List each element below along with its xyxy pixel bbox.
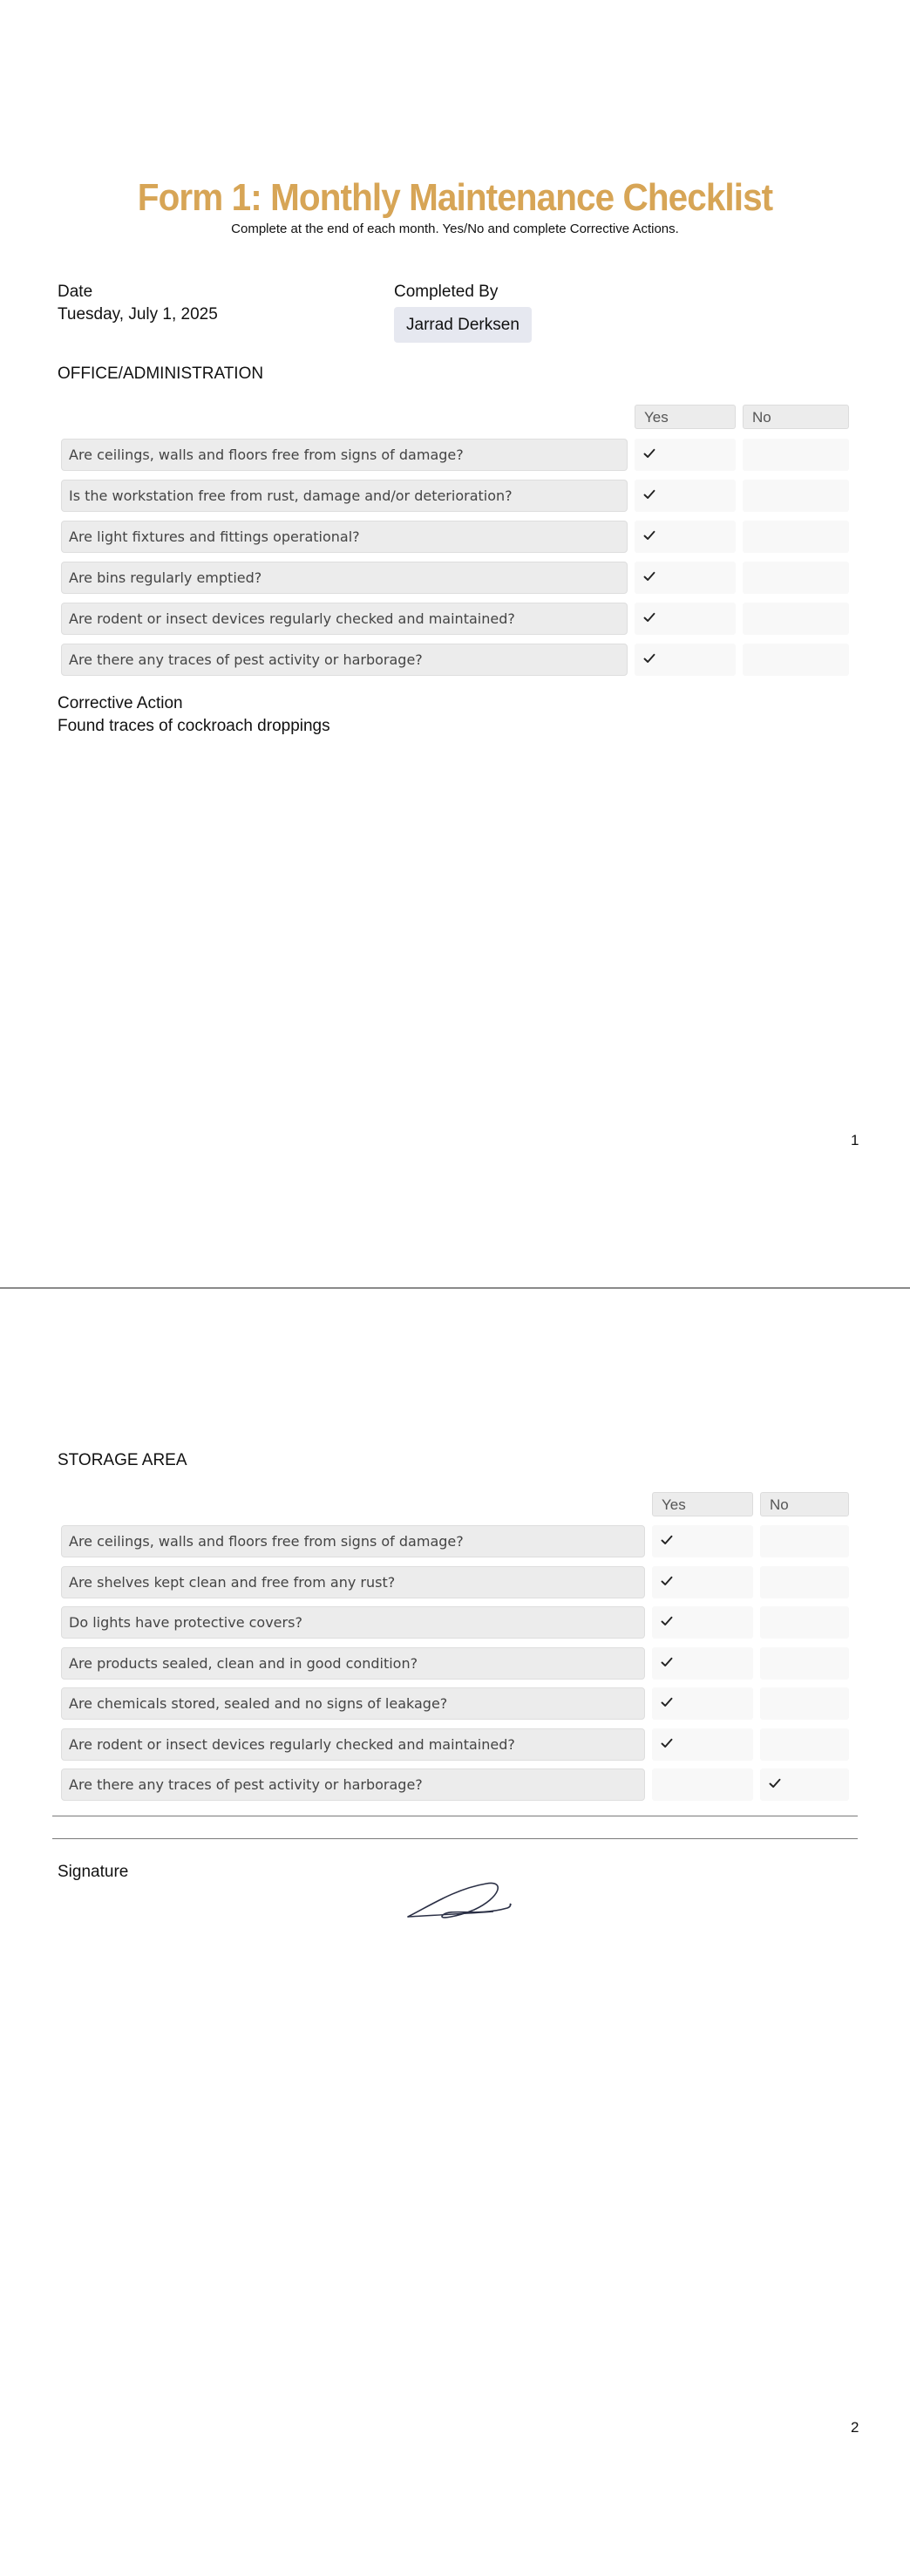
corrective-action-value[interactable]: Found traces of cockroach droppings	[58, 717, 330, 735]
signature-label: Signature	[58, 1863, 129, 1881]
page-2	[0, 1289, 910, 2576]
check-icon	[643, 570, 655, 583]
checklist-question: Are bins regularly emptied?	[61, 562, 628, 594]
answer-no-cell[interactable]	[760, 1687, 849, 1720]
check-icon	[661, 1534, 673, 1546]
column-header-yes: Yes	[635, 405, 736, 429]
check-icon	[661, 1615, 673, 1627]
page-number: 2	[851, 2419, 859, 2436]
checklist-question: Are ceilings, walls and floors free from signs of damage?	[61, 1525, 645, 1557]
answer-no-cell[interactable]	[743, 562, 849, 594]
answer-yes-cell[interactable]	[652, 1768, 753, 1801]
corrective-action-label: Corrective Action	[58, 694, 183, 712]
answer-no-cell[interactable]	[760, 1606, 849, 1639]
checklist-question: Are there any traces of pest activity or harborage?	[61, 644, 628, 676]
check-icon	[769, 1777, 781, 1789]
form-title: Form 1: Monthly Maintenance Checklist	[137, 176, 773, 219]
section-heading-office: OFFICE/ADMINISTRATION	[58, 365, 264, 383]
answer-no-cell[interactable]	[760, 1647, 849, 1680]
check-icon	[643, 652, 655, 664]
answer-no-cell[interactable]	[743, 521, 849, 553]
check-icon	[661, 1696, 673, 1708]
check-icon	[661, 1656, 673, 1668]
signature-drawing[interactable]	[403, 1878, 516, 1922]
check-icon	[643, 611, 655, 624]
date-label: Date	[58, 283, 93, 301]
answer-no-cell[interactable]	[743, 644, 849, 676]
answer-no-cell[interactable]	[743, 439, 849, 471]
page-1	[0, 0, 910, 1287]
check-icon	[643, 488, 655, 501]
check-icon	[643, 447, 655, 460]
checklist-question: Are shelves kept clean and free from any rust?	[61, 1566, 645, 1598]
checklist-question: Are light fixtures and fittings operational?	[61, 521, 628, 553]
answer-no-cell[interactable]	[760, 1728, 849, 1761]
column-header-no: No	[760, 1492, 849, 1516]
answer-no-cell[interactable]	[760, 1566, 849, 1598]
answer-no-cell[interactable]	[760, 1525, 849, 1557]
check-icon	[643, 529, 655, 542]
check-icon	[661, 1737, 673, 1749]
checklist-question: Are chemicals stored, sealed and no signs of leakage?	[61, 1687, 645, 1720]
answer-no-cell[interactable]	[743, 480, 849, 512]
answer-no-cell[interactable]	[743, 603, 849, 635]
form-subtitle: Complete at the end of each month. Yes/No and complete Corrective Actions.	[231, 221, 679, 236]
divider-line	[52, 1838, 858, 1839]
checklist-question: Are there any traces of pest activity or harborage?	[61, 1768, 645, 1801]
page-number: 1	[851, 1132, 859, 1148]
date-value[interactable]: Tuesday, July 1, 2025	[58, 305, 218, 324]
column-header-yes: Yes	[652, 1492, 753, 1516]
checklist-question: Do lights have protective covers?	[61, 1606, 645, 1639]
checklist-question: Are rodent or insect devices regularly checked and maintained?	[61, 603, 628, 635]
check-icon	[661, 1575, 673, 1587]
section-heading-storage: STORAGE AREA	[58, 1451, 187, 1469]
column-header-no: No	[743, 405, 849, 429]
completed-by-field[interactable]: Jarrad Derksen	[394, 307, 532, 343]
checklist-question: Are ceilings, walls and floors free from signs of damage?	[61, 439, 628, 471]
checklist-question: Is the workstation free from rust, damage and/or deterioration?	[61, 480, 628, 512]
checklist-question: Are rodent or insect devices regularly checked and maintained?	[61, 1728, 645, 1761]
checklist-question: Are products sealed, clean and in good condition?	[61, 1647, 645, 1680]
completed-by-label: Completed By	[394, 283, 499, 301]
